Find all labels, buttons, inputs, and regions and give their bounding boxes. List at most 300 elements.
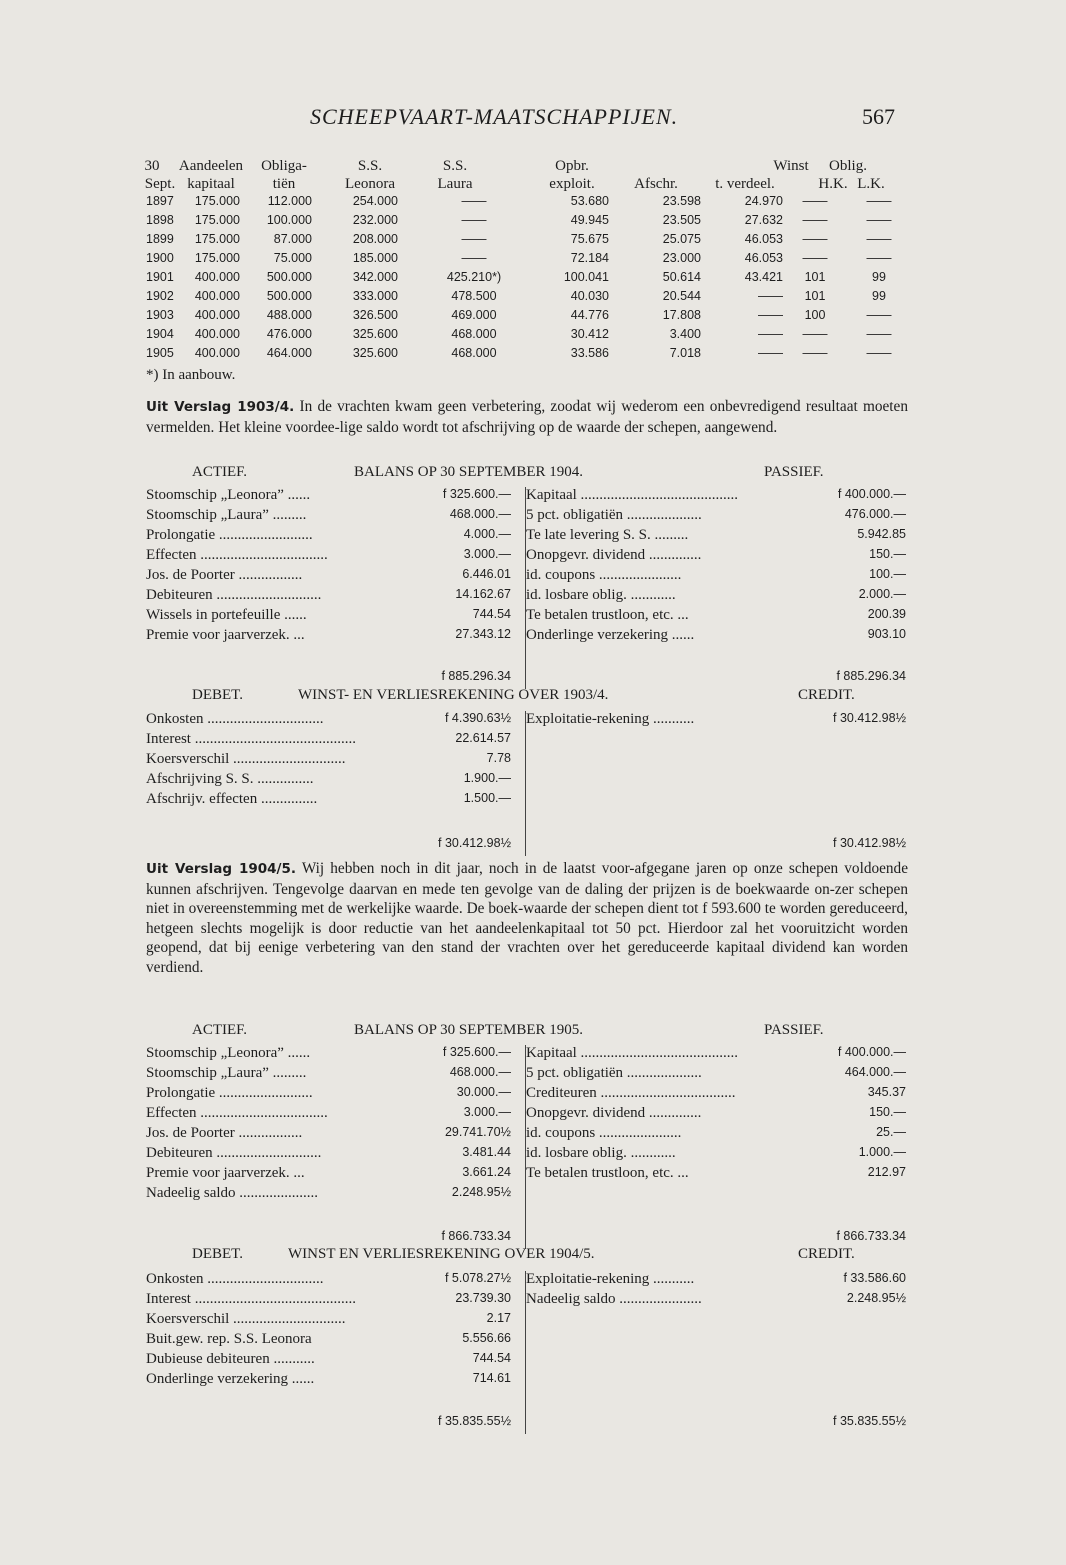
entry-amount: 744.54: [472, 1351, 511, 1365]
table-cell: ——: [461, 232, 487, 246]
report-text: Wij hebben noch in dit jaar, noch in de laatst voor-afgegane jaren op onze schepen voldoende kunnen afschrijven. Tengevolge daarvan en mede ten gevolge van de daling der prijzen is de boekwaarde on-zer schepen niet in overeenstemming met de werkelijke waarde. De boek-waarde der schepen dient tot f 593.600 te worden gereduceerd, hetgeen slechts mogelijk is door reductie van het aandeelenkapitaal tot 50 pct. Hierdoor zal het vooruitzicht worden geopend, dat bij eenige verbetering van den stand der vrachten over het gereduceerde kapitaal dividend kan worden verdiend.: [146, 860, 908, 976]
entry-amount: 150.—: [869, 1105, 906, 1119]
table-row: [146, 327, 916, 346]
entry-amount: 2.17: [486, 1311, 511, 1325]
table-cell: ——: [866, 213, 892, 227]
table-header-row-1: [146, 158, 916, 176]
entry-amount: f 4.390.63½: [444, 711, 511, 725]
left-entry: [146, 1311, 516, 1331]
table-cell: 25.075: [662, 232, 701, 246]
entry-amount: 6.446.01: [462, 567, 511, 581]
table-cell: 1903: [146, 308, 174, 322]
table-cell: 20.544: [662, 289, 701, 303]
table-cell: ——: [802, 232, 828, 246]
left-entry: [146, 1331, 516, 1351]
right-entry: [526, 1125, 908, 1145]
debet-label: DEBET.: [192, 687, 243, 703]
entry-amount: 345.37: [867, 1085, 906, 1099]
left-entry: [146, 1351, 516, 1371]
ledger-line: [146, 751, 908, 771]
left-entry: [146, 711, 516, 731]
table-cell: 43.421: [744, 270, 783, 284]
entry-amount: 29.741.70½: [444, 1125, 511, 1139]
table-cell: 400.000: [194, 346, 240, 360]
left-entry: [146, 1065, 516, 1085]
pl-title: WINST EN VERLIESREKENING OVER 1904/5.: [288, 1246, 595, 1262]
pl-1904-5: [146, 1271, 908, 1428]
balance-1904-heading: [146, 464, 908, 484]
entry-label: Exploitatie-rekening ...........: [526, 711, 695, 727]
table-cell: ——: [866, 308, 892, 322]
col-head: exploit.: [549, 176, 595, 192]
table-row: [146, 213, 916, 232]
entry-amount: 22.614.57: [455, 731, 511, 745]
ledger-line: [146, 1045, 908, 1065]
balance-1904: [146, 487, 908, 683]
ledger-line: [146, 1165, 908, 1185]
total-left: f 35.835.55½: [438, 1414, 511, 1428]
table-cell: 1901: [146, 270, 174, 284]
entry-amount: f 325.600.—: [442, 487, 511, 501]
entry-amount: 3.000.—: [463, 547, 511, 561]
entry-label: Onkosten ...............................: [146, 711, 324, 727]
right-entry: [526, 1371, 908, 1391]
table-cell: 75.000: [273, 251, 312, 265]
table-cell: 99: [872, 289, 886, 303]
table-cell: 254.000: [352, 194, 398, 208]
table-cell: 1897: [146, 194, 174, 208]
entry-amount: f 30.412.98½: [833, 711, 906, 725]
entry-label: id. coupons ......................: [526, 567, 682, 583]
table-cell: 333.000: [352, 289, 398, 303]
statistics-table: [146, 158, 916, 384]
table-cell: 1902: [146, 289, 174, 303]
entry-amount: f 400.000.—: [837, 1045, 906, 1059]
table-row: [146, 251, 916, 270]
ledger-line: [146, 1185, 908, 1205]
right-entry: [526, 587, 908, 607]
left-entry: [146, 1165, 516, 1185]
entry-amount: 714.61: [472, 1371, 511, 1385]
ledger-line: [146, 1145, 908, 1165]
table-header-row-2: [146, 176, 916, 194]
col-head: t. verdeel.: [715, 176, 775, 192]
ledger-line: [146, 1065, 908, 1085]
table-cell: ——: [866, 327, 892, 341]
col-head: Obliga-: [261, 158, 307, 174]
table-cell: 53.680: [570, 194, 609, 208]
entry-label: Interest ...........................................: [146, 1291, 356, 1307]
table-cell: 23.505: [662, 213, 701, 227]
table-cell: ——: [758, 308, 783, 322]
right-entry: [526, 1065, 908, 1085]
entry-label: Prolongatie .........................: [146, 527, 313, 543]
entry-label: Onderlinge verzekering ......: [146, 1371, 315, 1387]
table-cell: 342.000: [352, 270, 398, 284]
entry-amount: 27.343.12: [455, 627, 511, 641]
entry-label: Premie voor jaarverzek. ...: [146, 1165, 305, 1181]
table-cell: 101: [804, 289, 826, 303]
entry-label: Crediteuren ....................................: [526, 1085, 736, 1101]
entry-amount: 2.248.95½: [846, 1291, 906, 1305]
actief-label: ACTIEF.: [192, 464, 248, 480]
entry-amount: 5.556.66: [462, 1331, 511, 1345]
left-entry: [146, 567, 516, 587]
ledger-line: [146, 587, 908, 607]
table-cell: 7.018: [669, 346, 701, 360]
col-head: S.S.: [442, 158, 468, 174]
table-cell: 1898: [146, 213, 174, 227]
table-cell: 100: [804, 308, 826, 322]
left-entry: [146, 1105, 516, 1125]
table-cell: 1900: [146, 251, 174, 265]
table-cell: 185.000: [352, 251, 398, 265]
entry-amount: f 325.600.—: [442, 1045, 511, 1059]
right-entry: [526, 711, 908, 731]
right-entry: [526, 567, 908, 587]
table-cell: 50.614: [662, 270, 701, 284]
entry-amount: f 400.000.—: [837, 487, 906, 501]
passief-label: PASSIEF.: [764, 464, 824, 480]
entry-label: Kapitaal ..........................................: [526, 487, 739, 503]
ledger-line: [146, 607, 908, 627]
pl-1904-5-heading: [146, 1246, 908, 1266]
table-cell: 400.000: [194, 308, 240, 322]
total-right: f 885.296.34: [836, 669, 906, 683]
table-cell: 500.000: [266, 270, 312, 284]
right-entry: [526, 507, 908, 527]
report-1904-5: [146, 859, 908, 977]
table-cell: 75.675: [570, 232, 609, 246]
entry-label: Afschrijving S. S. ...............: [146, 771, 314, 787]
ledger-line: [146, 527, 908, 547]
table-cell: 468.000: [451, 346, 497, 360]
table-cell: 175.000: [194, 213, 240, 227]
entry-amount: 1.500.—: [463, 791, 511, 805]
entry-amount: 100.—: [869, 567, 906, 581]
table-cell: ——: [866, 251, 892, 265]
left-entry: [146, 1145, 516, 1165]
ledger-line: [146, 567, 908, 587]
total-left: f 30.412.98½: [438, 836, 511, 850]
table-cell: 1905: [146, 346, 174, 360]
table-cell: ——: [802, 346, 828, 360]
entry-label: Jos. de Poorter .................: [146, 1125, 303, 1141]
entry-label: Premie voor jaarverzek. ...: [146, 627, 305, 643]
table-cell: 24.970: [744, 194, 783, 208]
entry-label: id. losbare oblig. ............: [526, 587, 676, 603]
entry-label: id. coupons ......................: [526, 1125, 682, 1141]
right-entry: [526, 627, 908, 647]
table-cell: 500.000: [266, 289, 312, 303]
table-cell: 112.000: [267, 194, 312, 208]
left-entry: [146, 1085, 516, 1105]
entry-amount: 7.78: [486, 751, 511, 765]
entry-amount: 464.000.—: [844, 1065, 906, 1079]
entry-label: Dubieuse debiteuren ...........: [146, 1351, 315, 1367]
table-cell: 175.000: [194, 251, 240, 265]
table-cell: 488.000: [266, 308, 312, 322]
footnote: *) In aanbouw.: [146, 367, 236, 383]
left-entry: [146, 791, 516, 811]
table-cell: 464.000: [266, 346, 312, 360]
left-entry: [146, 1371, 516, 1391]
left-entry: [146, 487, 516, 507]
right-entry: [526, 607, 908, 627]
entry-amount: 3.481.44: [462, 1145, 511, 1159]
entry-label: Stoomschip „Leonora” ......: [146, 1045, 311, 1061]
entry-amount: 3.661.24: [462, 1165, 511, 1179]
table-cell: 49.945: [570, 213, 609, 227]
entry-label: Stoomschip „Laura” .........: [146, 1065, 307, 1081]
ledger-line: [146, 1291, 908, 1311]
table-cell: ——: [802, 194, 828, 208]
column-divider: [525, 487, 526, 689]
ledger-line: [146, 1311, 908, 1331]
table-cell: 469.000: [451, 308, 497, 322]
entry-label: Interest ...........................................: [146, 731, 356, 747]
table-cell: ——: [866, 346, 892, 360]
entry-amount: 476.000.—: [844, 507, 906, 521]
ledger-line: [146, 1105, 908, 1125]
entry-amount: 23.739.30: [455, 1291, 511, 1305]
col-head: Aandeelen: [178, 158, 244, 174]
right-entry: [526, 751, 908, 771]
entry-label: Te betalen trustloon, etc. ...: [526, 1165, 689, 1181]
table-cell: ——: [461, 213, 487, 227]
table-row: [146, 346, 916, 365]
col-head: Afschr.: [634, 176, 678, 192]
table-cell: 101: [804, 270, 826, 284]
total-left: f 885.296.34: [441, 669, 511, 683]
table-cell: ——: [866, 194, 892, 208]
col-head: Opbr.: [555, 158, 589, 174]
ledger-line: [146, 487, 908, 507]
entry-label: Te late levering S. S. .........: [526, 527, 689, 543]
table-row: [146, 232, 916, 251]
debet-label: DEBET.: [192, 1246, 243, 1262]
table-cell: 46.053: [744, 251, 783, 265]
entry-label: Nadeelig saldo ......................: [526, 1291, 702, 1307]
ledger-line: [146, 1351, 908, 1371]
table-cell: 100.000: [266, 213, 312, 227]
right-entry: [526, 1185, 908, 1205]
entry-amount: 1.000.—: [858, 1145, 906, 1159]
page-number: 567: [862, 104, 895, 129]
total-right: f 866.733.34: [836, 1229, 906, 1243]
col-head: Oblig.: [829, 158, 867, 174]
table-cell: ——: [758, 327, 783, 341]
credit-label: CREDIT.: [798, 687, 855, 703]
total-left: f 866.733.34: [441, 1229, 511, 1243]
table-cell: 33.586: [570, 346, 609, 360]
table-cell: 30.412: [570, 327, 609, 341]
entry-amount: 2.248.95½: [451, 1185, 511, 1199]
table-cell: 1899: [146, 232, 174, 246]
entry-label: Exploitatie-rekening ...........: [526, 1271, 695, 1287]
col-head: S.S.: [357, 158, 383, 174]
entry-amount: f 5.078.27½: [444, 1271, 511, 1285]
col-head: Sept.: [144, 176, 176, 192]
right-entry: [526, 1045, 908, 1065]
left-entry: [146, 731, 516, 751]
entry-amount: 2.000.—: [858, 587, 906, 601]
table-cell: 3.400: [669, 327, 701, 341]
ledger-line: [146, 1271, 908, 1291]
table-cell: 27.632: [744, 213, 783, 227]
entry-amount: 5.942.85: [857, 527, 906, 541]
entry-label: Prolongatie .........................: [146, 1085, 313, 1101]
entry-amount: 903.10: [867, 627, 906, 641]
entry-label: Onkosten ...............................: [146, 1271, 324, 1287]
ledger-line: [146, 731, 908, 751]
total-right: f 30.412.98½: [833, 836, 906, 850]
pl-1903-4-heading: [146, 687, 908, 707]
ledger-line: [146, 627, 908, 647]
ledger-line: [146, 507, 908, 527]
left-entry: [146, 607, 516, 627]
right-entry: [526, 1351, 908, 1371]
ledger-line: [146, 1371, 908, 1391]
table-cell: 400.000: [194, 327, 240, 341]
entry-amount: 1.900.—: [463, 771, 511, 785]
entry-amount: 212.97: [867, 1165, 906, 1179]
entry-label: Effecten ..................................: [146, 547, 328, 563]
table-cell: ——: [461, 251, 487, 265]
table-cell: ——: [802, 213, 828, 227]
left-entry: [146, 1291, 516, 1311]
balance-title: BALANS OP 30 SEPTEMBER 1904.: [354, 464, 584, 480]
entry-label: 5 pct. obligatiën ....................: [526, 1065, 702, 1081]
credit-label: CREDIT.: [798, 1246, 855, 1262]
ledger-line: [146, 791, 908, 811]
table-row: [146, 270, 916, 289]
right-entry: [526, 487, 908, 507]
ledger-line: [146, 547, 908, 567]
report-lead: Uit Verslag 1904/5.: [146, 861, 296, 877]
right-entry: [526, 527, 908, 547]
entry-amount: 30.000.—: [456, 1085, 511, 1099]
entry-label: id. losbare oblig. ............: [526, 1145, 676, 1161]
entry-label: 5 pct. obligatiën ....................: [526, 507, 702, 523]
entry-label: Jos. de Poorter .................: [146, 567, 303, 583]
table-cell: 100.041: [563, 270, 609, 284]
entry-amount: 200.39: [867, 607, 906, 621]
ledger-line: [146, 1085, 908, 1105]
entry-label: Kapitaal ..........................................: [526, 1045, 739, 1061]
entry-label: Onderlinge verzekering ......: [526, 627, 695, 643]
table-row: [146, 194, 916, 213]
col-head: Winst: [773, 158, 809, 174]
table-cell: 468.000: [451, 327, 497, 341]
entry-amount: 468.000.—: [449, 507, 511, 521]
table-cell: 232.000: [352, 213, 398, 227]
table-cell: 175.000: [194, 194, 240, 208]
column-divider: [525, 1045, 526, 1249]
table-cell: ——: [461, 194, 487, 208]
right-entry: [526, 1165, 908, 1185]
table-cell: 425.210*): [446, 270, 502, 284]
balance-1905: [146, 1045, 908, 1243]
table-cell: ——: [758, 289, 783, 303]
page-title: SCHEEPVAART-MAATSCHAPPIJEN.: [310, 104, 679, 129]
left-entry: [146, 507, 516, 527]
entry-label: Wissels in portefeuille ......: [146, 607, 307, 623]
entry-label: Debiteuren ............................: [146, 1145, 322, 1161]
pl-1903-4: [146, 711, 908, 850]
right-entry: [526, 1271, 908, 1291]
table-cell: 17.808: [662, 308, 701, 322]
entry-label: Koersverschil ..............................: [146, 1311, 346, 1327]
entry-label: Koersverschil ..............................: [146, 751, 346, 767]
table-cell: 478.500: [451, 289, 497, 303]
left-entry: [146, 771, 516, 791]
passief-label: PASSIEF.: [764, 1022, 824, 1038]
table-cell: 44.776: [570, 308, 609, 322]
table-cell: 99: [872, 270, 886, 284]
entry-label: Stoomschip „Laura” .........: [146, 507, 307, 523]
ledger-line: [146, 1331, 908, 1351]
table-cell: 400.000: [194, 289, 240, 303]
table-cell: 476.000: [266, 327, 312, 341]
entry-label: Afschrijv. effecten ...............: [146, 791, 318, 807]
balance-title: BALANS OP 30 SEPTEMBER 1905.: [354, 1022, 584, 1038]
entry-label: Te betalen trustloon, etc. ...: [526, 607, 689, 623]
entry-amount: f 33.586.60: [843, 1271, 906, 1285]
col-head: 30: [144, 158, 160, 174]
table-cell: 23.598: [662, 194, 701, 208]
table-cell: 326.500: [352, 308, 398, 322]
entry-label: Effecten ..................................: [146, 1105, 328, 1121]
table-cell: 325.600: [352, 346, 398, 360]
right-entry: [526, 731, 908, 751]
table-row: [146, 308, 916, 327]
entry-amount: 150.—: [869, 547, 906, 561]
table-cell: 1904: [146, 327, 174, 341]
column-divider: [525, 1271, 526, 1434]
table-cell: ——: [802, 327, 828, 341]
table-row: [146, 289, 916, 308]
entry-amount: 468.000.—: [449, 1065, 511, 1079]
actief-label: ACTIEF.: [192, 1022, 248, 1038]
col-head: H.K.: [818, 176, 848, 192]
table-cell: 400.000: [194, 270, 240, 284]
table-cell: 23.000: [662, 251, 701, 265]
table-cell: 325.600: [352, 327, 398, 341]
entry-label: Debiteuren ............................: [146, 587, 322, 603]
col-head: Leonora: [345, 176, 395, 192]
entry-amount: 25.—: [876, 1125, 906, 1139]
left-entry: [146, 1185, 516, 1205]
table-cell: ——: [866, 232, 892, 246]
table-cell: 87.000: [273, 232, 312, 246]
left-entry: [146, 1045, 516, 1065]
table-cell: 175.000: [194, 232, 240, 246]
col-head: tiën: [272, 176, 296, 192]
entry-label: Stoomschip „Leonora” ......: [146, 487, 311, 503]
right-entry: [526, 1085, 908, 1105]
table-cell: ——: [802, 251, 828, 265]
entry-amount: 4.000.—: [463, 527, 511, 541]
entry-label: Onopgevr. dividend ..............: [526, 547, 702, 563]
left-entry: [146, 527, 516, 547]
table-cell: 40.030: [570, 289, 609, 303]
right-entry: [526, 1105, 908, 1125]
right-entry: [526, 1331, 908, 1351]
table-cell: ——: [758, 346, 783, 360]
right-entry: [526, 1311, 908, 1331]
entry-amount: 744.54: [472, 607, 511, 621]
